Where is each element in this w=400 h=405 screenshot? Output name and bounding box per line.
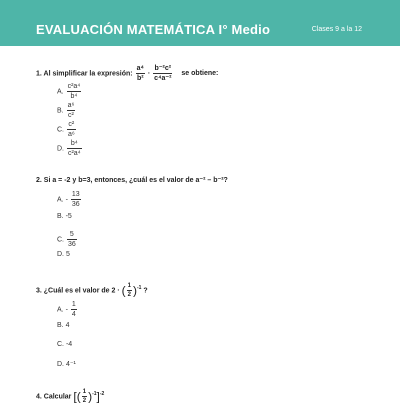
q3-open-paren: ( <box>121 283 126 298</box>
option-num: c²a⁴ <box>67 83 81 90</box>
option-num: 13 <box>71 191 80 198</box>
question-1 <box>36 64 218 83</box>
q4-inner-num: 1 <box>82 389 87 395</box>
q1-option-d[interactable] <box>57 139 83 158</box>
q1-expr2-num: b⁻²c² <box>154 65 172 72</box>
q3-suffix: ? <box>143 287 148 295</box>
option-letter: B. <box>57 107 64 115</box>
q3-option-d[interactable] <box>57 360 76 368</box>
q3-option-b[interactable] <box>57 322 69 329</box>
q1-option-a[interactable] <box>57 82 82 101</box>
option-letter: D. <box>57 361 64 368</box>
q4-prefix: 4. Calcular <box>36 393 72 401</box>
option-den: 36 <box>71 201 80 208</box>
q4-inner-open: ( <box>76 389 81 404</box>
q3-close-paren: ) <box>132 283 137 298</box>
option-fraction <box>67 101 76 120</box>
q2-option-c[interactable] <box>57 230 78 249</box>
q4-inner-fraction <box>82 388 87 405</box>
q2-option-d[interactable] <box>57 251 70 258</box>
option-den: b⁴ <box>70 93 78 100</box>
option-fraction <box>71 300 77 319</box>
option-fraction <box>67 139 82 158</box>
page-subtitle: Clases 9 a la 12 <box>311 26 362 33</box>
option-value: 5 <box>65 251 70 258</box>
option-num: 5 <box>67 230 77 240</box>
option-sign: - <box>65 306 68 314</box>
option-num: 1 <box>71 301 76 308</box>
option-den: a⁶ <box>67 131 75 138</box>
q1-expr2 <box>153 64 172 83</box>
option-den: c² <box>68 112 74 119</box>
option-num: b⁴ <box>67 139 82 149</box>
q3-exponent: -1 <box>136 285 142 292</box>
q4-exponent-1: -1 <box>92 391 97 398</box>
option-letter: A. <box>57 306 64 314</box>
q3-prefix: 3. ¿Cuál es el valor de 2 · <box>36 287 120 295</box>
option-fraction <box>67 230 77 249</box>
option-value: 4 <box>65 322 70 329</box>
q3-option-a[interactable] <box>57 300 78 319</box>
q4-exponent-2: -2 <box>99 391 105 398</box>
option-value: -4 <box>65 341 73 348</box>
option-den: c²a⁴ <box>67 150 81 157</box>
option-letter: D. <box>57 145 64 153</box>
option-letter: D. <box>57 251 64 258</box>
page-title: EVALUACIÓN MATEMÁTICA I° Medio <box>36 22 271 37</box>
option-letter: A. <box>57 196 64 204</box>
q1-expr1 <box>136 64 145 83</box>
header-bar <box>0 0 400 46</box>
option-sign: - <box>65 196 68 204</box>
option-letter: C. <box>57 126 64 134</box>
option-num: a⁶ <box>67 102 75 109</box>
option-letter: B. <box>57 213 64 220</box>
question-2: 2. Si a = -2 y b=3, entonces, ¿cuál es el valor de a⁻² – b⁻²? <box>36 177 228 184</box>
option-den: 4 <box>71 311 76 318</box>
q1-expr2-den: c⁴a⁻² <box>154 75 172 82</box>
q1-suffix: se obtiene: <box>181 70 219 78</box>
q4-inner-close: ) <box>88 389 93 404</box>
option-num: c² <box>68 121 75 128</box>
q3-inner-fraction <box>127 282 132 299</box>
q1-option-b[interactable] <box>57 101 76 120</box>
option-letter: C. <box>57 341 64 348</box>
q1-expr1-num: a⁴ <box>136 65 144 72</box>
q4-outer-close: ] <box>96 389 100 404</box>
q3-inner-num: 1 <box>127 283 131 289</box>
q4-inner-den: 2 <box>82 398 87 404</box>
option-value: 4⁻¹ <box>65 361 76 368</box>
option-value: -5 <box>65 213 72 220</box>
q2-option-a[interactable] <box>57 190 82 209</box>
option-fraction <box>67 120 76 139</box>
option-fraction <box>67 82 82 101</box>
q1-prefix: 1. Al simplificar la expresión: <box>36 70 133 78</box>
question-3 <box>36 282 148 299</box>
option-fraction <box>71 190 81 209</box>
q1-expr1-den: b² <box>136 75 144 82</box>
q2-option-b[interactable] <box>57 213 72 220</box>
q4-outer-open: [ <box>73 389 77 404</box>
q3-option-c[interactable] <box>57 341 72 348</box>
question-4 <box>36 388 104 405</box>
q1-dot: · <box>147 70 151 78</box>
option-letter: C. <box>57 236 64 244</box>
option-letter: B. <box>57 322 64 329</box>
option-den: 36 <box>67 241 76 248</box>
q1-option-c[interactable] <box>57 120 77 139</box>
option-letter: A. <box>57 88 64 96</box>
q3-inner-den: 2 <box>127 292 131 298</box>
